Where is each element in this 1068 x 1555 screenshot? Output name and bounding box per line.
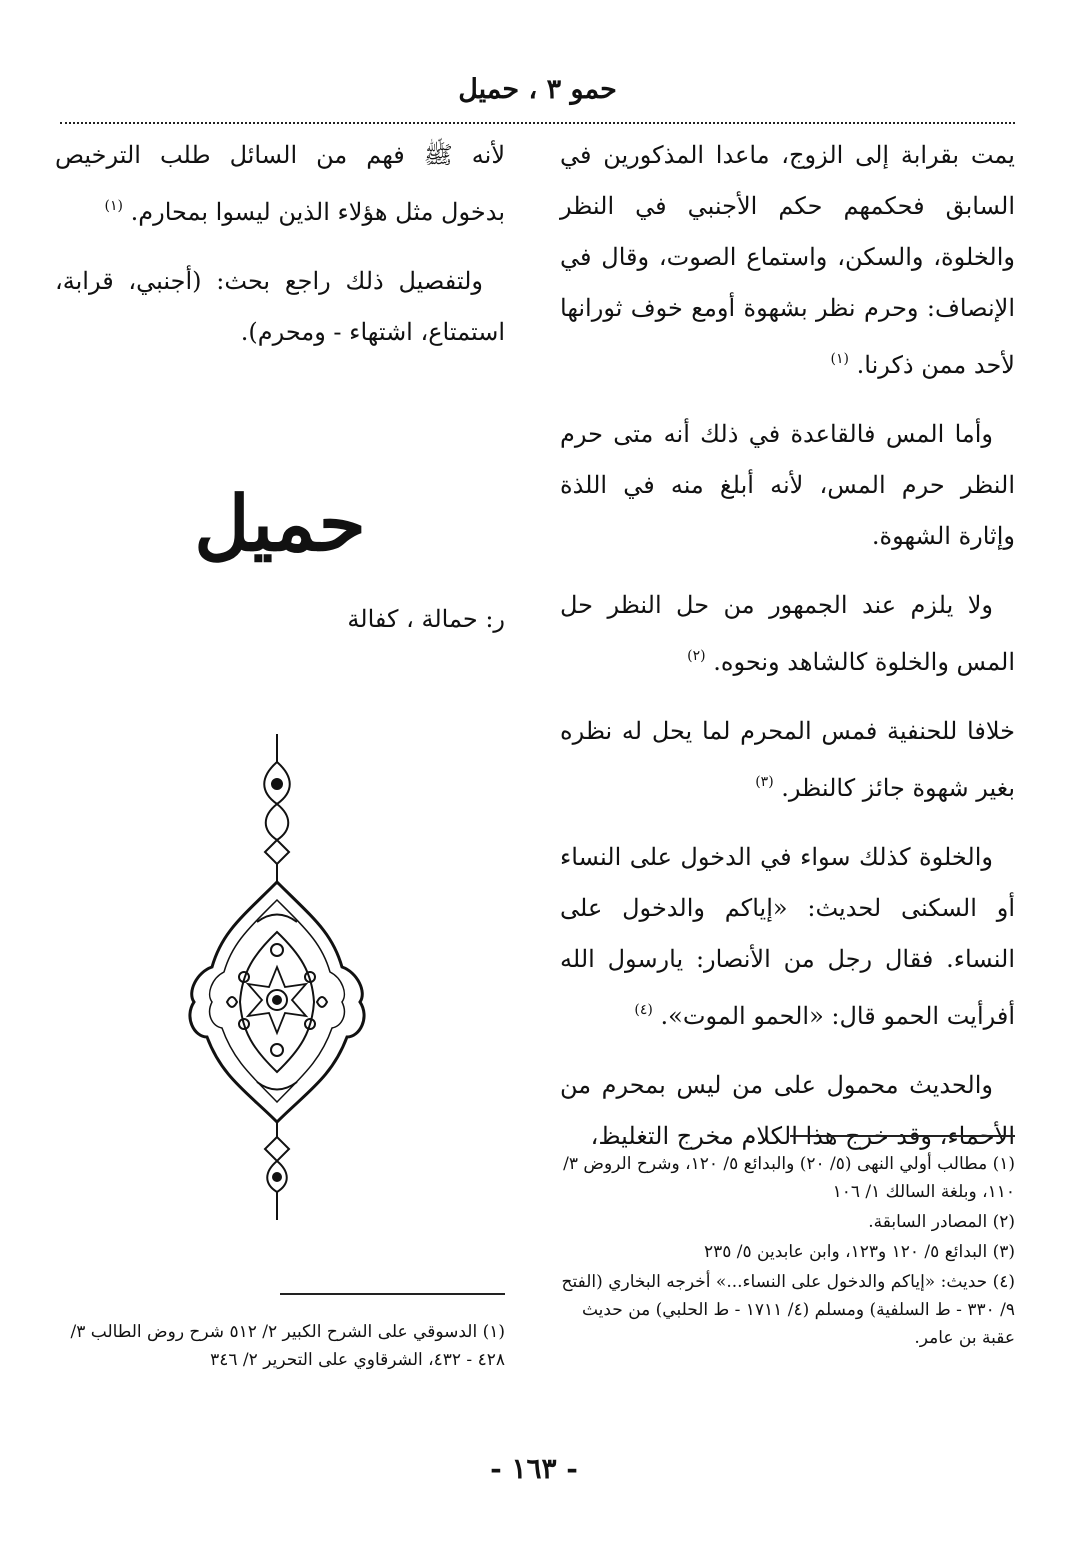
footnote-marker: (٢) xyxy=(687,648,706,664)
paragraph xyxy=(560,706,1015,814)
paragraph xyxy=(560,130,1015,391)
paragraph xyxy=(55,130,505,238)
footnote: (٣) البدائع ٥/ ١٢٠ و١٢٣، وابن عابدين ٥/ ٢٣٥ xyxy=(703,1242,1015,1262)
paragraph-text: خلافا للحنفية فمس المحرم لما يحل له نظره بغير شهوة جائز كالنظر. xyxy=(560,717,1015,802)
paragraph xyxy=(560,580,1015,688)
paragraph-text: ولا يلزم عند الجمهور من حل النظر حل المس والخلوة كالشاهد ونحوه. xyxy=(560,591,1015,676)
footnote-marker: (٣) xyxy=(755,774,774,790)
footnote: (٤) حديث: «إياكم والدخول على النساء...» أخرجه البخاري (الفتح ٩/ ٣٣٠ - ط السلفية) ومسلم (٤/ ١٧١١ - ط الحلبي) من حديث عقبة بن عامر. xyxy=(561,1272,1015,1348)
header-dotted-rule xyxy=(60,122,1015,124)
left-column xyxy=(55,130,505,376)
footnote-separator xyxy=(280,1293,505,1295)
paragraph xyxy=(560,832,1015,1042)
arabesque-ornament-icon xyxy=(182,732,372,1222)
footnote-marker: (١) xyxy=(830,351,849,367)
footnote-marker: (٤) xyxy=(634,1002,653,1018)
paragraph-text: والخلوة كذلك سواء في الدخول على النساء أو السكنى لحديث: «إياكم والدخول على النساء. فقال رجل من الأنصار: يارسول الله أفرأيت الحمو قال: «الحمو الموت». xyxy=(560,843,1015,1030)
paragraph-text: وأما المس فالقاعدة في ذلك أنه متى حرم النظر حرم المس، لأنه أبلغ منه في اللذة وإثارة الشهوة. xyxy=(560,420,1016,550)
paragraph xyxy=(55,256,505,358)
paragraph-text: لأنه ﷺ فهم من السائل طلب الترخيص بدخول مثل هؤلاء الذين ليسوا بمحارم. xyxy=(55,141,505,226)
footnote: (١) الدسوقي على الشرح الكبير ٢/ ٥١٢ شرح روض الطالب ٣/ ٤٢٨ - ٤٣٢، الشرقاوي على التحرير ٢/ ٣٤٦ xyxy=(70,1322,505,1370)
cross-reference: ر: حمالة ، كفالة xyxy=(347,605,505,633)
paragraph-text: يمت بقرابة إلى الزوج، ماعدا المذكورين في السابق فحكمهم حكم الأجنبي في النظر والخلوة، والسكن، واستماع الصوت، وقال في الإنصاف: وحرم نظر بشهوة أومع خوف ثورانها لأحد ممن ذكرنا. xyxy=(560,141,1015,379)
footnote-separator xyxy=(790,1135,1015,1137)
paragraph xyxy=(560,409,1015,562)
paragraph-text: ولتفصيل ذلك راجع بحث: (أجنبي، قرابة، استمتاع، اشتهاء - ومحرم). xyxy=(55,267,505,346)
footnote: (١) مطالب أولي النهى (٥/ ٢٠) والبدائع ٥/ ١٢٠، وشرح الروض ٣/ ١١٠، وبلغة السالك ١/ ١٠٦ xyxy=(563,1154,1015,1202)
paragraph-text: والحديث محمول على من ليس بمحرم من الأحماء، وقد خرج هذا الكلام مخرج التغليظ، xyxy=(560,1071,1015,1150)
entry-title: حميل xyxy=(194,479,366,568)
paragraph xyxy=(560,1060,1015,1162)
right-column xyxy=(560,130,1015,1180)
footnote: (٢) المصادر السابقة. xyxy=(868,1212,1015,1232)
footnotes-left xyxy=(55,1318,505,1376)
footnote-marker: (١) xyxy=(104,198,123,214)
page-number: - ١٦٣ - xyxy=(490,1452,578,1485)
running-header: حمو ٣ ، حميل xyxy=(458,74,617,105)
footnotes-right xyxy=(560,1150,1015,1354)
